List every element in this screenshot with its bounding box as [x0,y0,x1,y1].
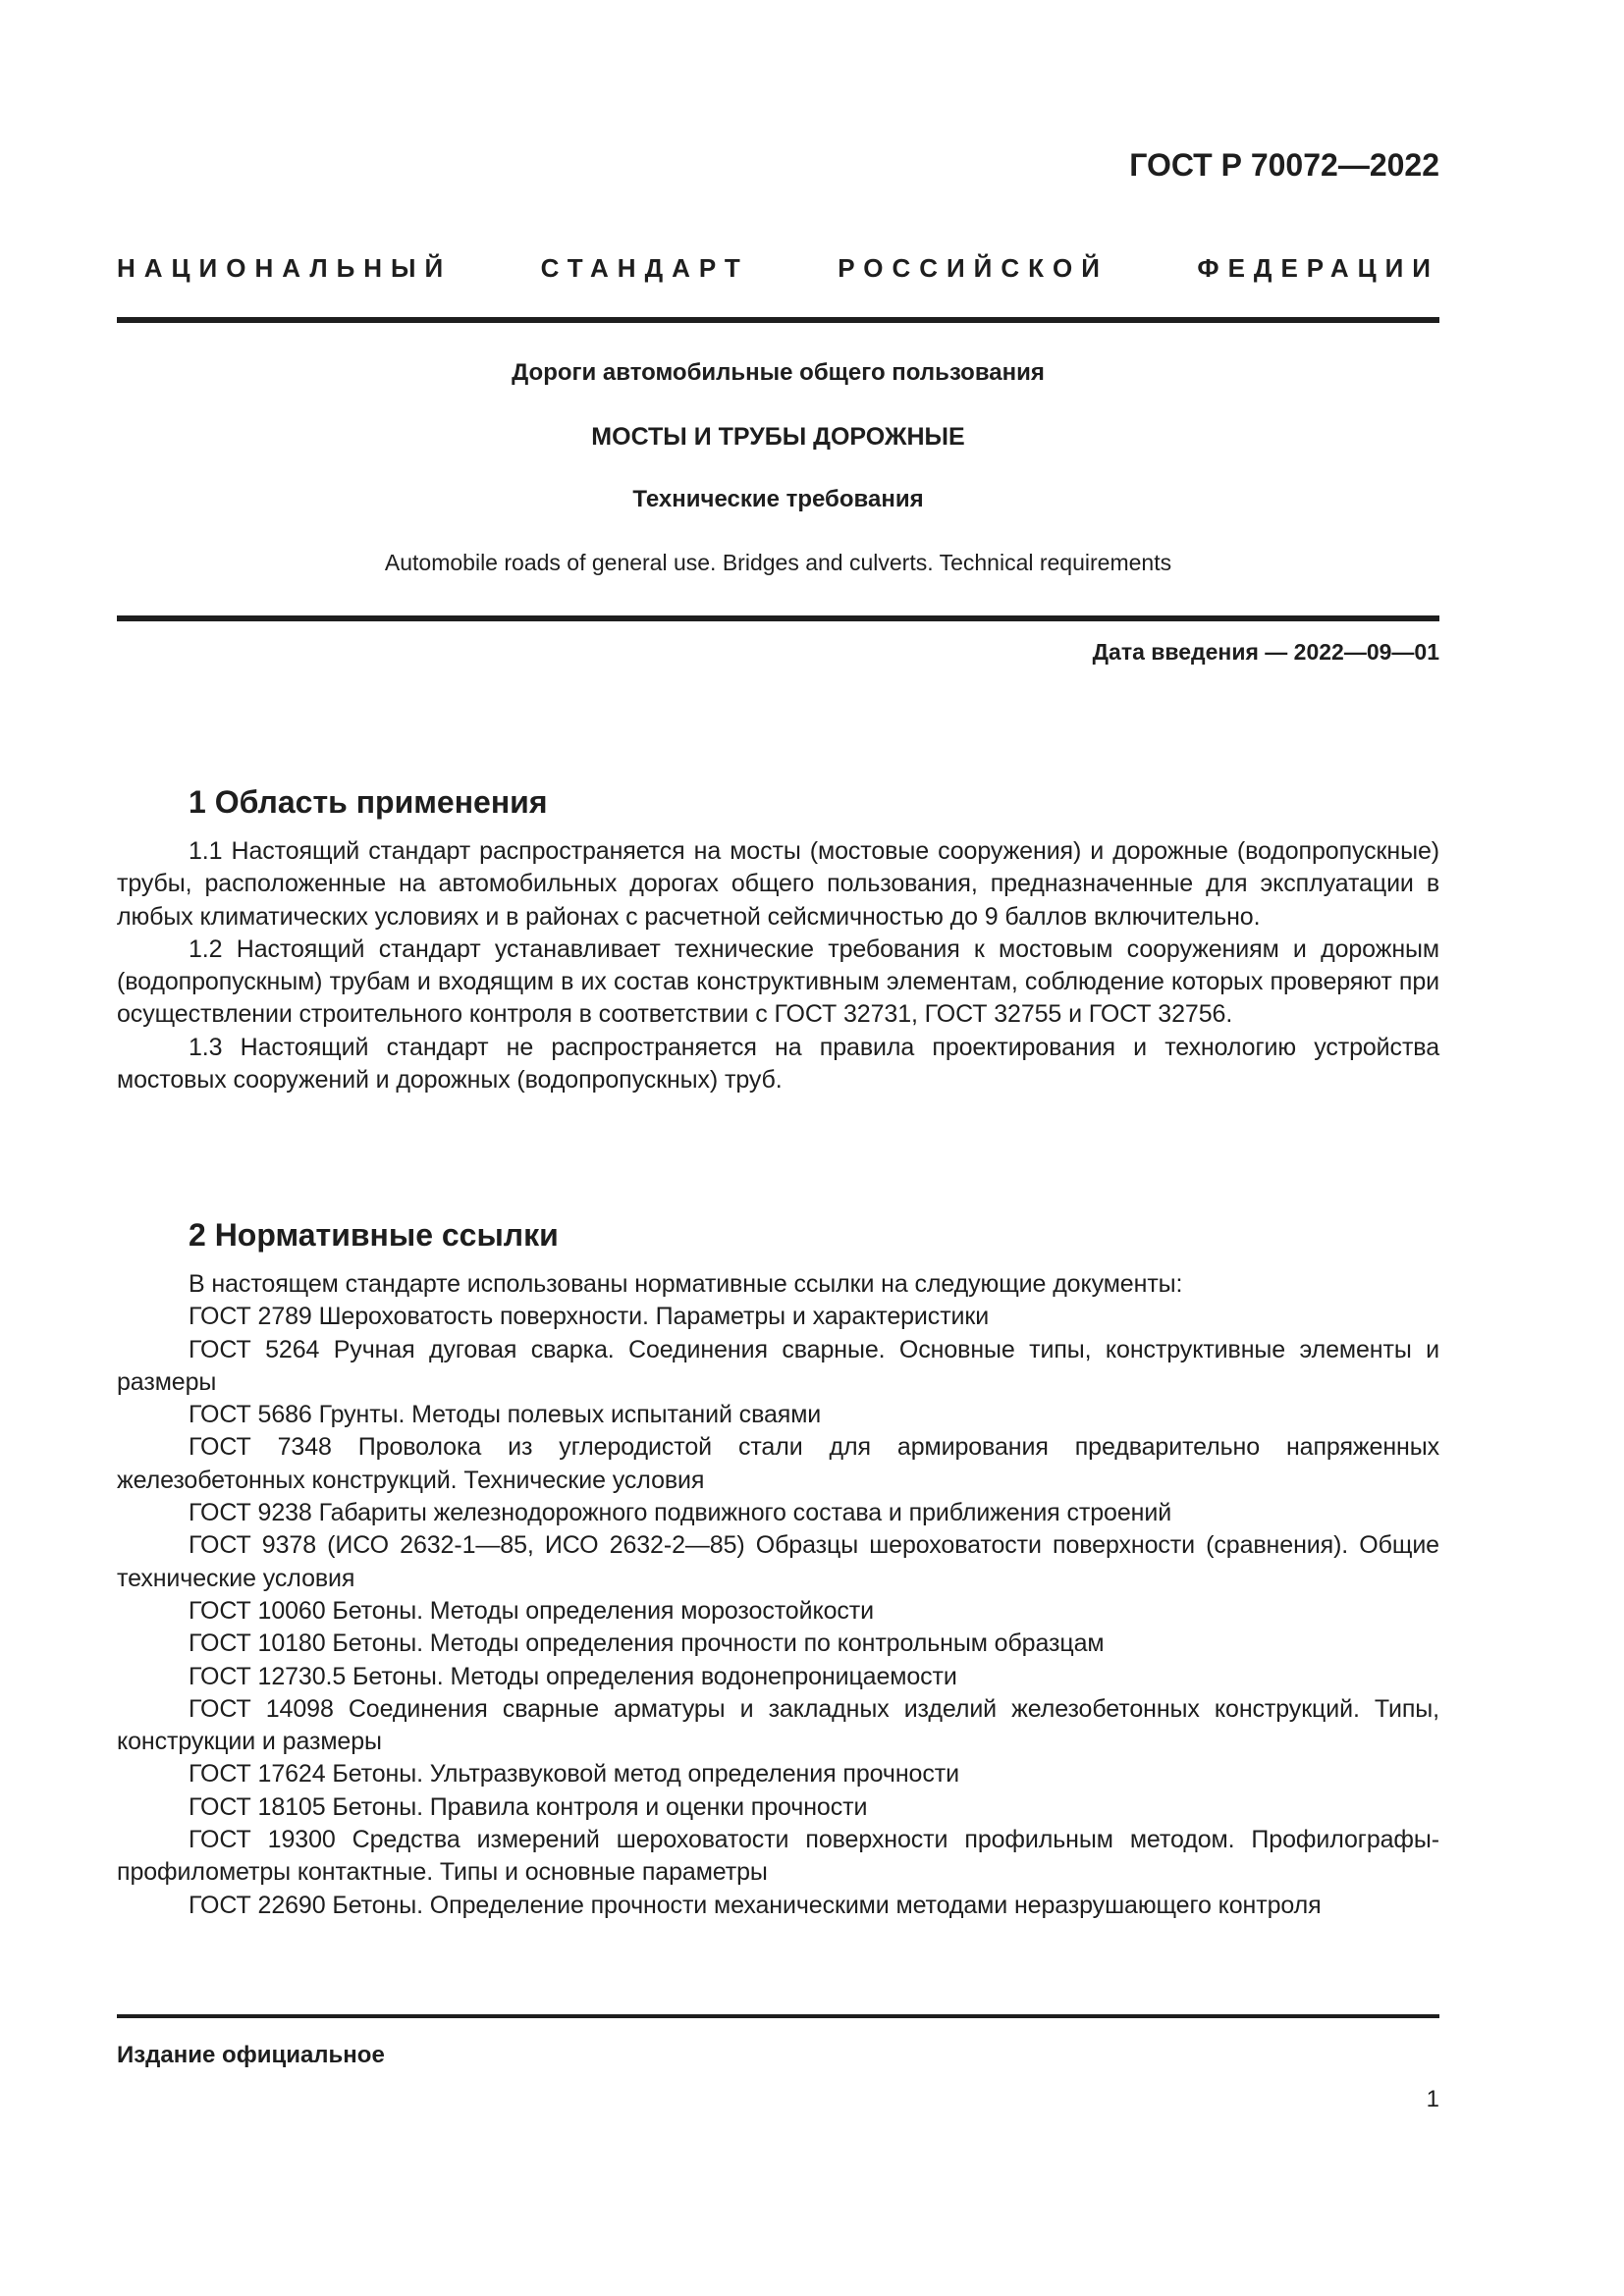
reference-item: ГОСТ 22690 Бетоны. Определение прочности механическими методами неразрушающего контроля [189,1891,1322,1919]
english-title: Automobile roads of general use. Bridges and culverts. Technical requirements [384,550,1172,575]
document-category: Дороги автомобильные общего пользования [512,359,1045,386]
reference-item: ГОСТ 10180 Бетоны. Методы определения прочности по контрольным образцам [189,1629,1105,1658]
introduction-date: Дата введения — 2022—09—01 [1092,639,1439,665]
reference-item: ГОСТ 18105 Бетоны. Правила контроля и оценки прочности [189,1792,868,1821]
section-heading: 1 Область применения [189,784,548,820]
reference-item: ГОСТ 14098 Соединения сварные арматуры и закладных изделий железобетонных конструкций. Типы, конструкции и размеры [117,1694,1439,1756]
reference-item: ГОСТ 5264 Ручная дуговая сварка. Соединения сварные. Основные типы, конструктивные элементы и размеры [117,1335,1439,1396]
footer-divider [117,2014,1439,2018]
official-edition-label: Издание официальное [117,2042,385,2068]
national-standard-title: НАЦИОНАЛЬНЫЙ СТАНДАРТ РОССИЙСКОЙ ФЕДЕРАЦИИ [117,253,1439,283]
reference-item: ГОСТ 5686 Грунты. Методы полевых испытаний сваями [189,1401,822,1429]
paragraph: 1.3 Настоящий стандарт не распространяется на правила проектирования и технологию устройства мостовых сооружений и дорожных (водопропускных) труб. [117,1033,1439,1095]
section-scope [117,782,1439,1096]
section-normative-references [117,1215,1439,1922]
page-number: 1 [1426,2086,1439,2112]
document-title: МОСТЫ И ТРУБЫ ДОРОЖНЫЕ [591,423,965,451]
reference-item: ГОСТ 10060 Бетоны. Методы определения морозостойкости [189,1596,874,1625]
reference-item: ГОСТ 9238 Габариты железнодорожного подвижного состава и приближения строений [189,1499,1172,1527]
paragraph: 1.2 Настоящий стандарт устанавливает технические требования к мостовым сооружениям и дорожным (водопропускным) трубам и входящим в их состав конструктивным элементам, соблюдение которых проверяют при осуществлении строительного контроля в соответствии с ГОСТ 32731, ГОСТ 32755 и ГОСТ 32756. [117,934,1439,1029]
reference-item: ГОСТ 9378 (ИСО 2632-1—85, ИСО 2632-2—85) Образцы шероховатости поверхности (сравнения). Общие технические условия [117,1531,1439,1592]
reference-item: ГОСТ 17624 Бетоны. Ультразвуковой метод определения прочности [189,1760,959,1789]
paragraph: В настоящем стандарте использованы нормативные ссылки на следующие документы: [189,1270,1183,1298]
reference-item: ГОСТ 2789 Шероховатость поверхности. Параметры и характеристики [189,1303,990,1331]
section-heading: 2 Нормативные ссылки [189,1217,559,1253]
paragraph: 1.1 Настоящий стандарт распространяется на мосты (мостовые сооружения) и дорожные (водопропускные) трубы, расположенные на автомобильных дорогах общего пользования, предназначенные для эксплуатации в любых климатических условиях и в районах с расчетной сейсмичностью до 9 баллов включительно. [117,837,1439,931]
reference-item: ГОСТ 7348 Проволока из углеродистой стали для армирования предварительно напряженных железобетонных конструкций. Технические условия [117,1433,1439,1494]
document-page [117,0,1439,2296]
header-divider [117,317,1439,323]
title-divider [117,615,1439,621]
reference-item: ГОСТ 12730.5 Бетоны. Методы определения водонепроницаемости [189,1662,957,1690]
document-code: ГОСТ Р 70072—2022 [1129,147,1439,183]
document-subtitle: Технические требования [632,486,924,512]
reference-item: ГОСТ 19300 Средства измерений шероховатости поверхности профильным методом. Профилографы-профилометры контактные. Типы и основные параметры [117,1826,1439,1887]
